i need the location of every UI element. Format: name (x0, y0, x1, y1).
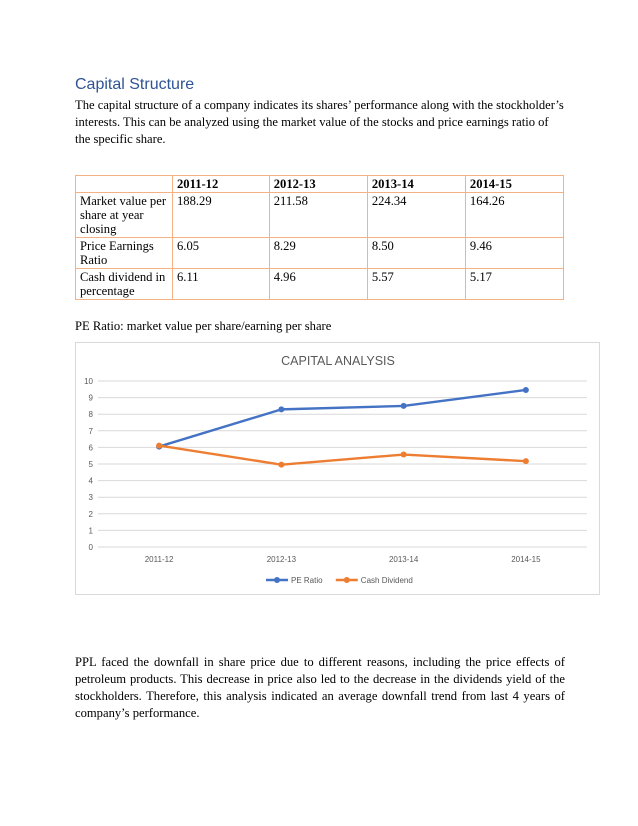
intro-paragraph: The capital structure of a company indicates its shares’ performance along with the stockholder’s interests. This can be analyzed using the market value of the stocks and price earnings ratio of the specific share. (75, 98, 564, 146)
y-tick-label: 4 (88, 476, 93, 486)
chart-title: CAPITAL ANALYSIS (281, 354, 395, 368)
section-heading: Capital Structure (75, 76, 195, 93)
table-cell: Price Earnings Ratio (76, 238, 173, 269)
table-row (76, 238, 564, 269)
chart-svg (76, 343, 601, 596)
legend-swatch-marker (274, 577, 280, 583)
table-header-cell: 2012-13 (269, 176, 367, 193)
series-line (159, 446, 526, 465)
table-cell: Cash dividend in percentage (76, 269, 173, 300)
table-row (76, 193, 564, 238)
table-cell: Market value per share at year closing (76, 193, 173, 238)
table-cell: 188.29 (173, 193, 270, 238)
table-cell: 8.50 (367, 238, 465, 269)
table-cell: 6.11 (173, 269, 270, 300)
x-tick-label: 2014-15 (511, 555, 541, 564)
y-tick-label: 3 (88, 493, 93, 503)
table-cell: 5.57 (367, 269, 465, 300)
table-cell: 9.46 (465, 238, 563, 269)
table-header-cell (76, 176, 173, 193)
table-header-cell: 2013-14 (367, 176, 465, 193)
data-point (156, 443, 162, 449)
conclusion-paragraph: PPL faced the downfall in share price due to different reasons, including the price effects of petroleum products. This decrease in price also led to the decrease in the dividends yield of the stockholders. Therefore, this analysis indicated an average downfall trend from last 4 years of company’s performance. (75, 655, 565, 720)
legend-label: Cash Dividend (360, 576, 413, 585)
y-tick-label: 2 (88, 509, 93, 519)
y-tick-label: 6 (88, 443, 93, 453)
table-row (76, 269, 564, 300)
x-tick-label: 2013-14 (388, 555, 419, 564)
data-point (523, 387, 529, 393)
y-tick-label: 10 (84, 377, 93, 386)
legend-swatch-marker (344, 577, 350, 583)
y-tick-label: 0 (88, 543, 93, 552)
x-tick-label: 2011-12 (144, 555, 174, 564)
y-tick-label: 7 (88, 426, 93, 436)
y-tick-label: 8 (88, 410, 93, 420)
data-point (401, 452, 407, 458)
table-cell: 224.34 (367, 193, 465, 238)
y-tick-label: 9 (88, 393, 93, 403)
y-tick-label: 1 (88, 526, 93, 536)
data-point (523, 458, 529, 464)
table-header-row (76, 176, 564, 193)
data-point (278, 406, 284, 412)
data-point (278, 462, 284, 468)
pe-ratio-note: PE Ratio: market value per share/earning per share (75, 319, 332, 333)
table-cell: 211.58 (269, 193, 367, 238)
table-header-cell: 2011-12 (173, 176, 270, 193)
x-tick-label: 2012-13 (266, 555, 297, 564)
table-cell: 8.29 (269, 238, 367, 269)
capital-structure-table (75, 175, 564, 300)
series-line (159, 390, 526, 447)
table-cell: 164.26 (465, 193, 563, 238)
capital-analysis-chart (75, 342, 600, 595)
data-point (401, 403, 407, 409)
table-cell: 5.17 (465, 269, 563, 300)
table-cell: 4.96 (269, 269, 367, 300)
table-cell: 6.05 (173, 238, 270, 269)
y-tick-label: 5 (88, 460, 93, 469)
legend-label: PE Ratio (291, 576, 323, 585)
table-header-cell: 2014-15 (465, 176, 563, 193)
